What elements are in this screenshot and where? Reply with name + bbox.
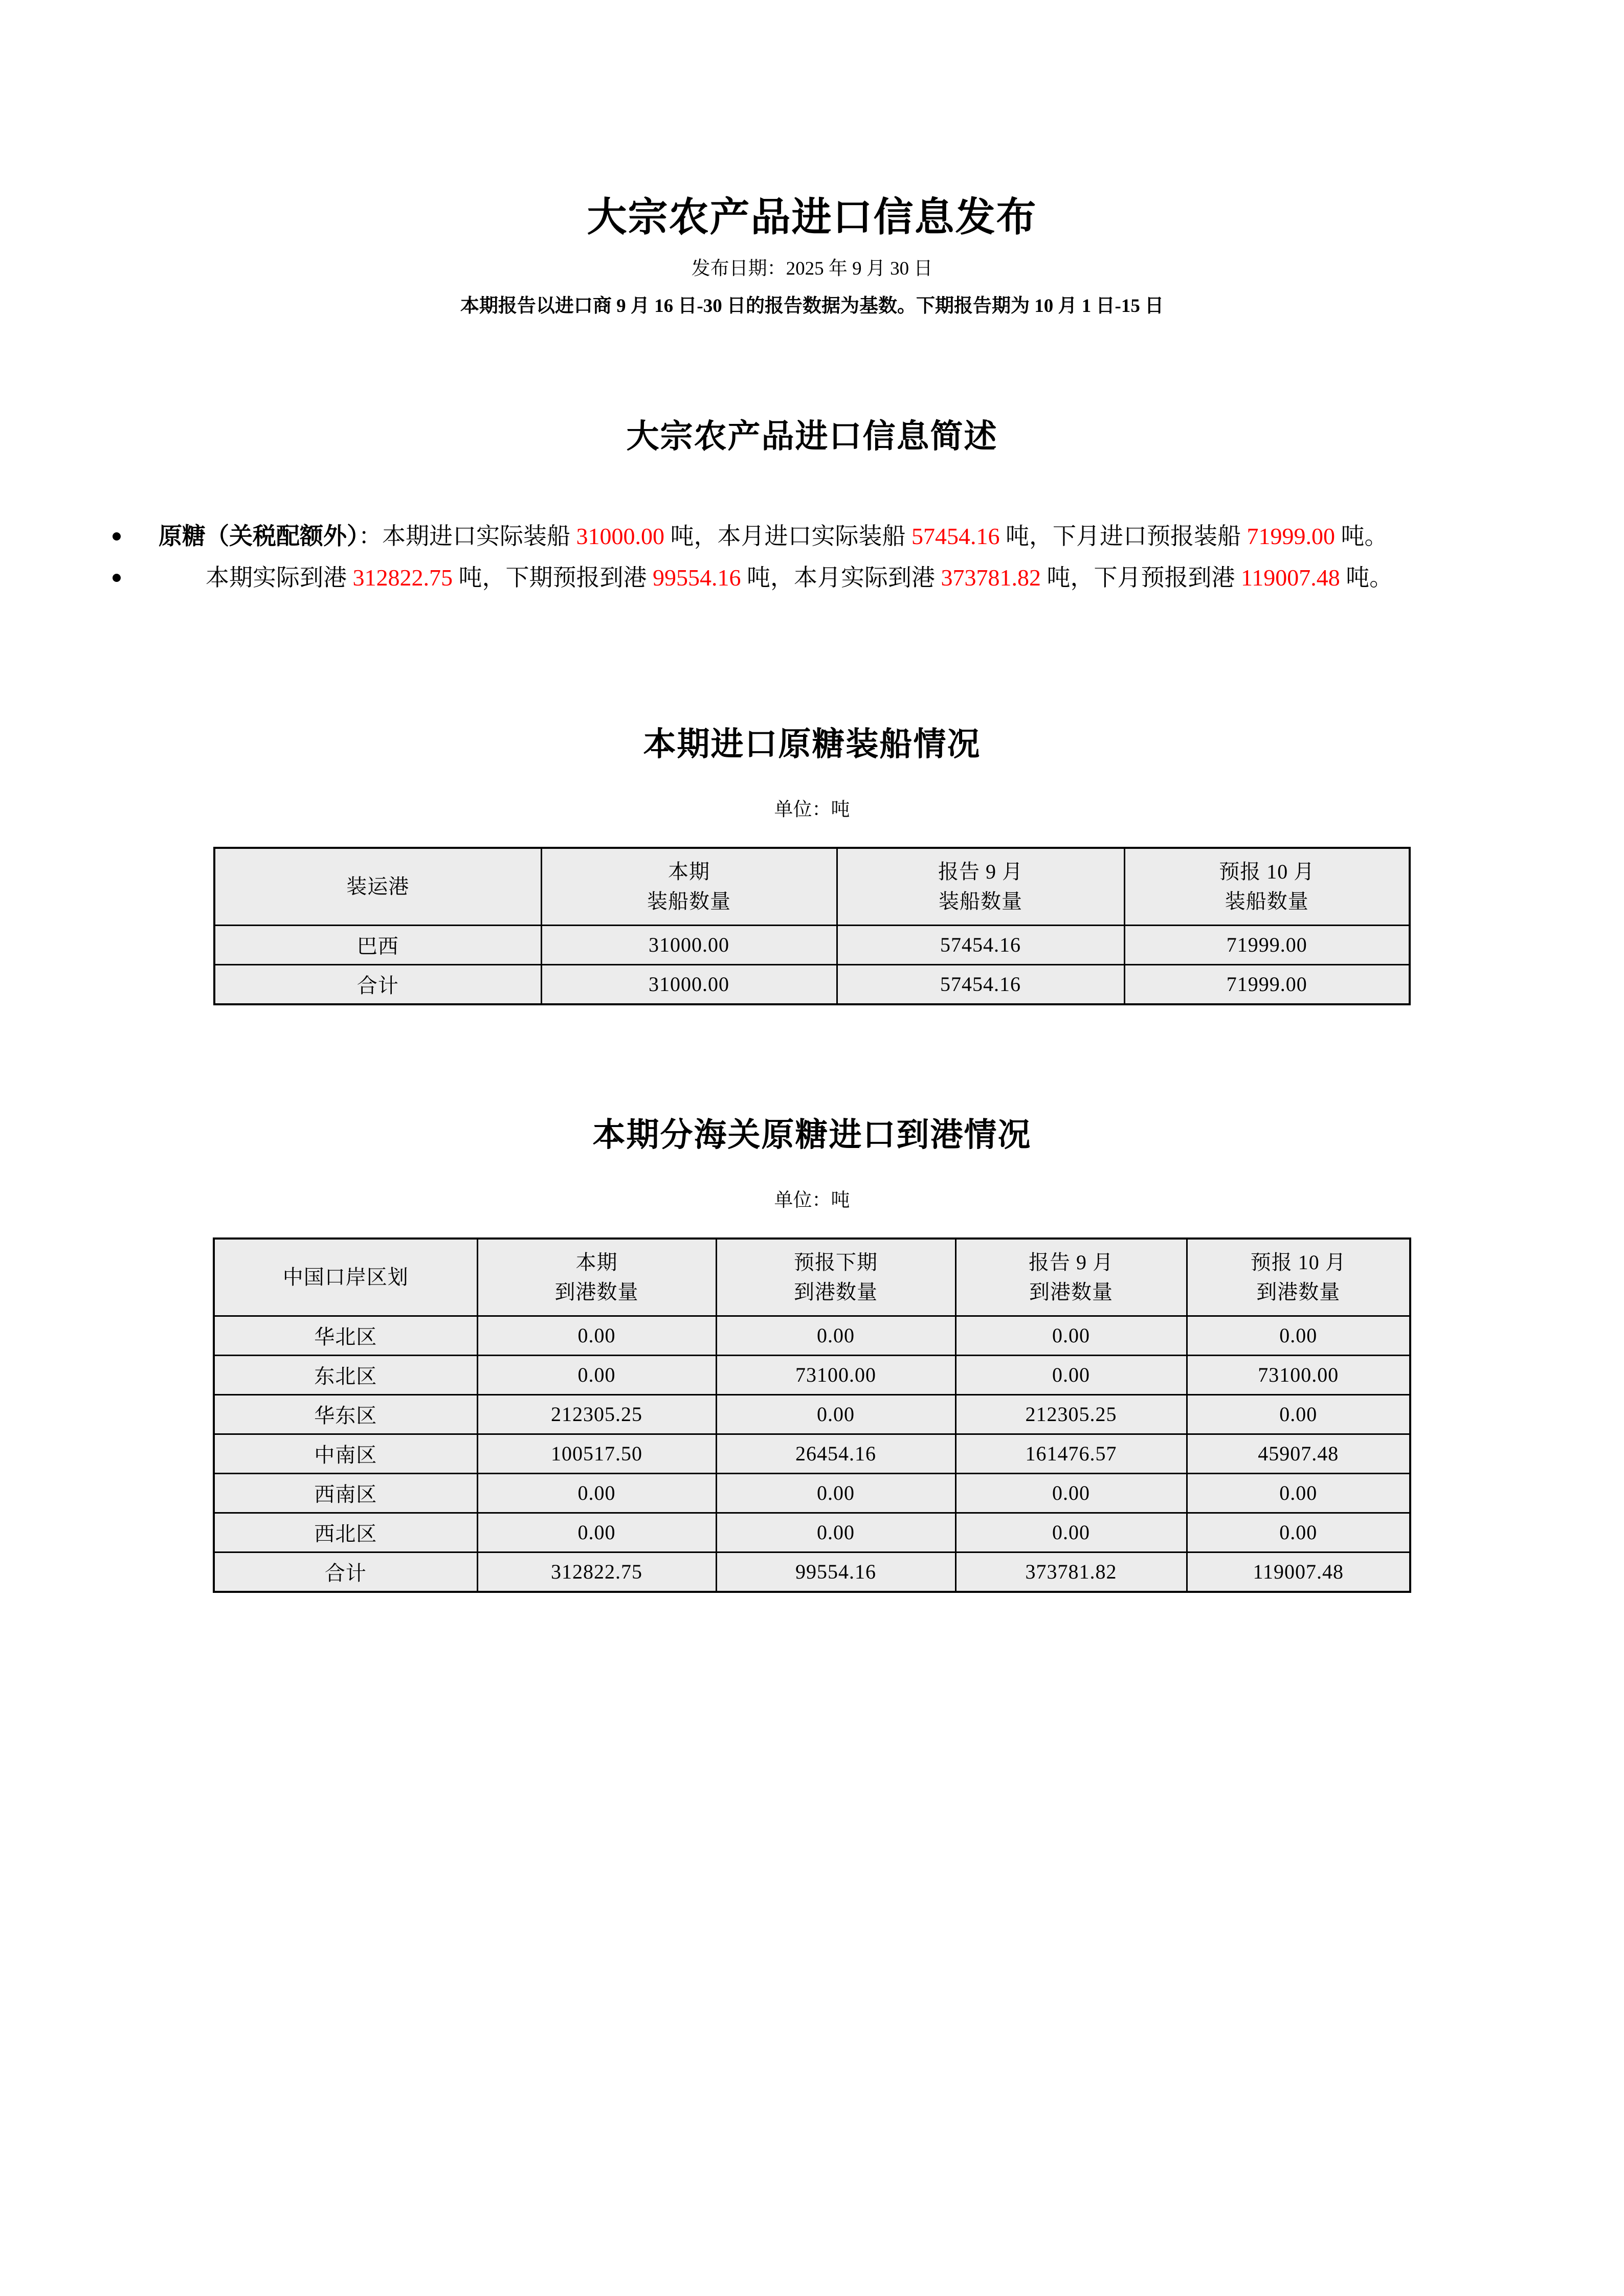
row-label: 西南区 <box>214 1473 477 1513</box>
section-title-arrival: 本期分海关原糖进口到港情况 <box>592 1116 1032 1153</box>
column-header <box>214 1239 477 1316</box>
table-body-arrival <box>214 1316 1410 1592</box>
summary-value: 99554.16 <box>653 564 741 591</box>
arrival-table-wrapper <box>0 1237 1624 1593</box>
column-header-line-2: 到港数量 <box>794 1280 878 1303</box>
table-import-raw-sugar-shipping <box>213 847 1411 1005</box>
table-row <box>214 1552 1410 1592</box>
unit-caption-arrival: 单位：吨 <box>774 1189 850 1211</box>
table-cell-value: 0.00 <box>955 1316 1187 1355</box>
table-cell-value: 71999.00 <box>1124 964 1410 1004</box>
row-label: 巴西 <box>214 925 541 964</box>
table-cell-value: 0.00 <box>716 1513 955 1552</box>
table-cell-value: 45907.48 <box>1187 1434 1410 1473</box>
table-row <box>214 1434 1410 1473</box>
summary-bullet <box>92 517 1506 556</box>
row-label: 西北区 <box>214 1513 477 1552</box>
row-label: 合计 <box>214 964 541 1004</box>
table-cell-value: 0.00 <box>1187 1513 1410 1552</box>
table-cell-value: 26454.16 <box>716 1434 955 1473</box>
table-row <box>214 925 1410 964</box>
table-cell-value: 0.00 <box>477 1473 716 1513</box>
table-cell-value: 119007.48 <box>1187 1552 1410 1592</box>
table-cell-value: 0.00 <box>477 1355 716 1394</box>
table-cell-value: 73100.00 <box>716 1355 955 1394</box>
table-cell-value: 0.00 <box>716 1316 955 1355</box>
column-header <box>477 1239 716 1316</box>
column-header-line-1: 本期 <box>575 1250 618 1274</box>
table-row <box>214 1394 1410 1434</box>
table-cell-value: 0.00 <box>1187 1473 1410 1513</box>
row-label: 华北区 <box>214 1316 477 1355</box>
column-header-line-1: 中国口岸区划 <box>282 1265 409 1289</box>
table-cell-value: 57454.16 <box>837 925 1124 964</box>
column-header-line-1: 本期 <box>668 860 710 883</box>
row-label: 中南区 <box>214 1434 477 1473</box>
column-header-line-1: 预报 10 月 <box>1219 860 1315 883</box>
table-cell-value: 373781.82 <box>955 1552 1187 1592</box>
report-period-note: 本期报告以进口商 9 月 16 日-30 日的报告数据为基数。下期报告期为 10 月 1 日-15 日 <box>460 296 1164 317</box>
summary-value: 373781.82 <box>941 564 1041 591</box>
unit-caption-shipping: 单位：吨 <box>774 799 850 820</box>
column-header <box>1124 848 1410 926</box>
table-body-shipping <box>214 925 1410 1004</box>
table-cell-value: 100517.50 <box>477 1434 716 1473</box>
table-row <box>214 1513 1410 1552</box>
table-cell-value: 212305.25 <box>477 1394 716 1434</box>
column-header-line-2: 到港数量 <box>554 1280 639 1303</box>
table-header-row-arrival <box>214 1239 1410 1316</box>
summary-text: 本期实际到港 <box>206 564 353 591</box>
column-header <box>214 848 541 926</box>
summary-text: 吨，本月进口实际装船 <box>664 523 911 550</box>
shipping-table-wrapper <box>0 847 1624 1005</box>
table-row <box>214 1316 1410 1355</box>
table-cell-value: 0.00 <box>477 1316 716 1355</box>
column-header-line-2: 装船数量 <box>939 889 1022 913</box>
document-title: 大宗农产品进口信息发布 <box>587 194 1037 239</box>
summary-bullet-lead: 原糖（关税配额外） <box>159 523 359 550</box>
table-cell-value: 31000.00 <box>541 964 837 1004</box>
column-header <box>1187 1239 1410 1316</box>
table-customs-raw-sugar-arrival <box>213 1237 1411 1593</box>
table-row <box>214 1473 1410 1513</box>
summary-text: 吨，下月预报到港 <box>1041 564 1241 591</box>
table-cell-value: 0.00 <box>1187 1316 1410 1355</box>
table-cell-value: 0.00 <box>955 1473 1187 1513</box>
table-cell-value: 31000.00 <box>541 925 837 964</box>
table-cell-value: 312822.75 <box>477 1552 716 1592</box>
column-header <box>716 1239 955 1316</box>
import-summary-list <box>0 517 1624 597</box>
table-cell-value: 0.00 <box>477 1513 716 1552</box>
column-header-line-1: 报告 9 月 <box>1029 1250 1114 1274</box>
summary-value: 312822.75 <box>352 564 453 591</box>
table-cell-value: 212305.25 <box>955 1394 1187 1434</box>
summary-value: 119007.48 <box>1241 564 1340 591</box>
column-header-line-2: 到港数量 <box>1256 1280 1341 1303</box>
summary-value: 71999.00 <box>1247 523 1335 550</box>
section-title-brief: 大宗农产品进口信息简述 <box>626 418 998 455</box>
table-cell-value: 0.00 <box>955 1513 1187 1552</box>
column-header-line-1: 报告 9 月 <box>938 860 1023 883</box>
column-header-line-2: 装船数量 <box>1225 889 1309 913</box>
column-header <box>837 848 1124 926</box>
summary-text: 吨，本月实际到港 <box>741 564 941 591</box>
summary-value: 57454.16 <box>911 523 1000 550</box>
summary-bullet <box>92 559 1506 597</box>
column-header-line-1: 预报 10 月 <box>1250 1250 1346 1274</box>
table-row <box>214 964 1410 1004</box>
table-cell-value: 73100.00 <box>1187 1355 1410 1394</box>
column-header-line-1: 预报下期 <box>794 1250 878 1274</box>
table-row <box>214 1355 1410 1394</box>
column-header-line-2: 到港数量 <box>1029 1280 1113 1303</box>
table-cell-value: 0.00 <box>955 1355 1187 1394</box>
publish-date: 发布日期：2025 年 9 月 30 日 <box>691 258 933 279</box>
table-cell-value: 0.00 <box>1187 1394 1410 1434</box>
table-cell-value: 161476.57 <box>955 1434 1187 1473</box>
table-cell-value: 0.00 <box>716 1394 955 1434</box>
summary-text: 吨，下月进口预报装船 <box>999 523 1247 550</box>
row-label: 东北区 <box>214 1355 477 1394</box>
row-label: 华东区 <box>214 1394 477 1434</box>
row-label: 合计 <box>214 1552 477 1592</box>
table-cell-value: 0.00 <box>716 1473 955 1513</box>
column-header <box>541 848 837 926</box>
section-title-shipping: 本期进口原糖装船情况 <box>643 726 981 763</box>
summary-text: 吨。 <box>1335 523 1388 550</box>
table-cell-value: 57454.16 <box>837 964 1124 1004</box>
summary-text: 吨，下期预报到港 <box>453 564 653 591</box>
column-header-line-2: 装船数量 <box>647 889 731 913</box>
table-cell-value: 99554.16 <box>716 1552 955 1592</box>
table-cell-value: 71999.00 <box>1124 925 1410 964</box>
column-header-line-1: 装运港 <box>346 874 410 898</box>
summary-value: 31000.00 <box>576 523 664 550</box>
table-header-row-shipping <box>214 848 1410 926</box>
column-header <box>955 1239 1187 1316</box>
summary-text: 吨。 <box>1340 564 1393 591</box>
summary-text: ：本期进口实际装船 <box>359 523 576 550</box>
